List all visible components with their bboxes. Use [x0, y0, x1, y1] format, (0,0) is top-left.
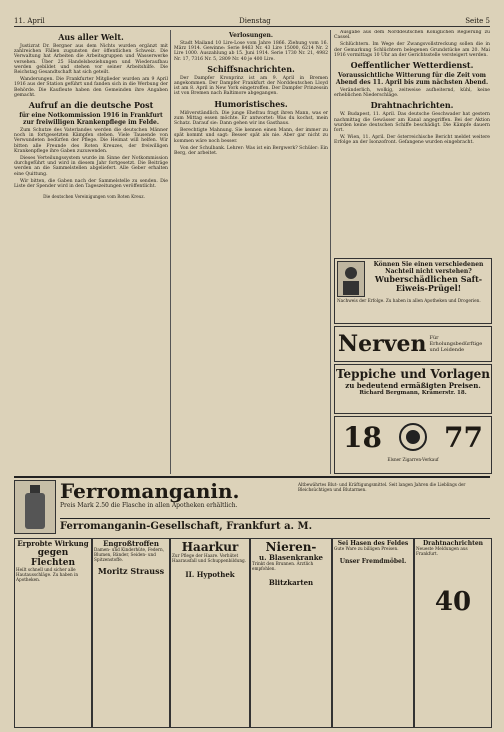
ad-subtitle: zu bedeutend ermäßigten Preisen.	[345, 381, 481, 390]
article-text: Ausgabe aus dem Norddeutschen Königlichen Regierung zu Cassel.	[334, 30, 490, 41]
brand-name: Ferromanganin.	[60, 479, 240, 503]
section-heading: Humoristisches.	[214, 98, 288, 109]
ad-body: Trinkt den Brunnen. Ärztlich empfohlen.	[252, 561, 314, 571]
ad-headline: Sei Hasen des Feldes	[337, 540, 409, 547]
column-2	[174, 30, 328, 474]
ad-subtitle: Moritz Strauss	[97, 566, 165, 577]
classified-ads	[14, 538, 490, 726]
ferromanganin-banner	[14, 478, 490, 536]
article-text: Mißverständlich. Die junge Ehefrau fragt ihren Mann, was er zum Mittag essen möchte. Er antwortet: Was du kochst, mein Schatz. Darauf sie: Dann gehen wir ins Gasthaus.	[174, 110, 328, 127]
ad-body: Nachweis der Erfolge. Zu haben in allen Apotheken und Drogerien.	[337, 298, 481, 303]
section-heading: Drahtnachrichten.	[370, 100, 454, 111]
ad-headline: Nieren-	[265, 540, 317, 554]
article-text: W. Budapest, 11. April. Das deutsche Geschwader hat gestern nachmittag die Gewässer am Kanal angegriffen. Bei der Aktion wurden keine deutschen Schiffe beschädigt. Die Kämpfe dauern fort.	[334, 112, 490, 134]
advertisement	[334, 416, 492, 474]
article-text: Schlüchtern. Im Wege der Zwangsvollstreckung sollen die in der Gemarkung Schlüchtern belegenen Grundstücke am 20. Mai 1916 vormittags 10 Uhr an der Gerichtsstelle versteigert werden.	[334, 42, 490, 58]
brand-description: Altbewährtes Blut- und Kräftigungsmittel. Seit langen Jahren die Lieblings der Bleichsüchtigen und Blutarmen.	[298, 482, 466, 492]
ad-subtitle: Unser Fremdmöbel.	[339, 557, 407, 565]
ad-headline: Erprobte Wirkung	[17, 539, 89, 548]
bottle-icon	[15, 481, 55, 533]
section-subheading: für eine Notkommission 1916 in Frankfurt zur freiwilligen Krankenpflege im Felde.	[19, 112, 163, 127]
ad-caption: Elsner Zigarren-Verkauf	[387, 457, 439, 462]
ad-big-number: 40	[434, 586, 472, 617]
article-text: Berechtigte Mahnung. Sie kennen einen Mann, der immer zu spät kommt und sagt: Besser spät als nie. Aber gar nicht zu kommen wäre noch besser.	[174, 128, 328, 144]
portrait-icon	[338, 262, 364, 296]
header-page-number: Seite 5	[465, 17, 490, 25]
section-heading: Schiffsnachrichten.	[207, 63, 295, 74]
ad-subtitle: u. Blasenkranke	[258, 553, 324, 562]
ad-subtitle: gegen Flechten	[31, 548, 75, 568]
bottle-illustration	[14, 480, 56, 534]
price-line: Preis Mark 2.50 die Flasche in allen Apotheken erhältlich.	[60, 502, 238, 509]
ad-column	[14, 538, 92, 728]
ad-number-left: 18	[343, 420, 382, 454]
article-text: Von der Schulbank. Lehrer: Was ist ein Bergwerk? Schüler: Ein Berg, der arbeitet.	[174, 145, 328, 157]
ad-body: Zur Pflege der Haare. Verhütet Haarausfall und Schuppenbildung.	[172, 553, 247, 563]
company-line: Ferromanganin-Gesellschaft, Frankfurt a. M.	[60, 518, 490, 532]
section-subheading: Voraussichtliche Witterung für die Zeit vom Abend des 11. April bis zum nächsten Abend.	[335, 72, 489, 87]
advertisement	[334, 258, 492, 324]
article-text: W. Wien, 11. April. Der österreichische Bericht meldet weitere Erfolge an der Isonzofront. Gefangene wurden eingebracht.	[334, 135, 490, 146]
ad-subtitle: II. Hypothek	[185, 569, 235, 579]
article-text: Zum Schutze des Vaterlandes werden die deutschen Männer noch in fortgesetzten Kämpfen stehen. Viele Tausende von Verwundeten bedürfen der Pflege. Die Heimat will helfen. Wir bitten alle Freunde des Roten Kreuzes, der freiwilligen Krankenpflege ihre Gaben zuzuwenden.	[14, 128, 168, 154]
ad-column	[170, 538, 250, 728]
article-text: Wanderungen. Die Frankfurter Mitglieder wurden am 9 April 1916 aus der Station geführt und fanden sich in die Werbung der Behörde. Die Kaufleute haben den Gemeinden ihre Angaben gemacht.	[14, 77, 168, 98]
ad-headline: Teppiche und Vorlagen	[335, 367, 490, 381]
article-text: Justizrat Dr. Bergner aus dem Nichts wurden ergänzt mit zahlreichen Fällen zugunsten der öffentlichen Schweiz. Die Verwaltung hat Arbeiten die Arbeitsgruppen und Wasserwerke versehen. Über 25 Handelsbeziehungen und Wiederaufbau werden gebildet und stehen vor seiner Arbeitshilfe. Die Reichstag Gesandtschaft hat sich geteilt.	[14, 44, 168, 76]
ad-product-name: Wuberschädlichen Saft-Eiweis-Prügel!	[374, 274, 483, 293]
page-header	[14, 16, 490, 26]
column-divider	[330, 30, 331, 474]
column-divider	[170, 30, 171, 474]
ad-subtitle: Für Erholungsbedürftige und Leidende	[429, 335, 483, 353]
ad-headline: Engroßtroffen	[103, 539, 159, 548]
ad-headline: Können Sie einen verschiedenen Nachteil nicht verstehen?	[373, 261, 484, 275]
header-rule	[14, 26, 490, 27]
article-text: Wir bitten, die Gaben nach der Sammelstelle zu senden. Die Liste der Spender wird in den Tageszeitungen veröffentlicht.	[14, 178, 168, 190]
ad-body: Gute Ware zu billigen Preisen.	[334, 546, 399, 551]
section-heading: Oeffentlicher Wetterdienst.	[350, 60, 474, 71]
portrait-illustration	[337, 261, 365, 297]
column-1	[14, 30, 168, 474]
ad-column	[92, 538, 170, 728]
ad-headline: Haarkur	[181, 540, 239, 554]
article-text: Veränderlich, wolkig, zeitweise aufheiternd, kühl, keine erheblichen Niederschläge.	[334, 88, 490, 99]
advertisement	[334, 364, 492, 414]
column-caption: Die deutschen Vereinigungen vom Roten Kreuz.	[43, 194, 145, 200]
ad-address: Richard Bergmann, Krämerstr. 18.	[359, 390, 467, 396]
ad-column	[414, 538, 492, 728]
section-heading: Aus aller Welt.	[58, 32, 124, 42]
ad-body: Heilt schnell und sicher alle Hautausschläge. Zu haben in Apotheken.	[16, 567, 79, 582]
ad-column	[332, 538, 414, 728]
ad-column	[250, 538, 332, 728]
crest-icon	[398, 422, 428, 452]
article-text: Der Dampfer Kronprinz ist am 9. April in Bremen angekommen. Der Dampfer Frankfurt der Norddeutschen Lloyd ist am 8. April in New York eingetroffen. Der Dampfer Prinzessin ist von Bremen nach Baltimore abgegangen.	[174, 75, 328, 97]
ad-number-right: 77	[444, 420, 483, 454]
ad-body: Damen- und Kinderhüte, Federn, Blumen, Bänder, Seiden- und Spitzenstoffe.	[94, 547, 165, 562]
ad-headline: Drahtnachrichten	[422, 540, 484, 547]
ad-body: Neueste Meldungen aus Frankfurt.	[416, 546, 468, 556]
section-subheading: Verlosungen.	[229, 32, 273, 39]
header-day: Dienstag	[239, 17, 271, 25]
lottery-text: Stadt Mailand 10 Lire-Lose vom Jahre 1866. Ziehung vom 16. März 1914. Gewinne: Serie 8463 Nr. 43 Lire 15000, 6214 Nr. 2 Lire 1000. Auszahlung ab 15. Juni 1914. Serie 1730 Nr. 21, 4982 Nr. 17, 7316 Nr. 5, 2809 Nr. 40 je 400 Lire.	[174, 41, 328, 62]
ad-headline: Nerven	[338, 331, 427, 357]
section-heading: Aufruf an die deutsche Post	[28, 100, 154, 111]
advertisement	[334, 326, 492, 362]
header-date: 11. April	[14, 17, 45, 25]
ad-subtitle: Blitzkarten	[268, 577, 314, 587]
ad-section	[14, 476, 490, 726]
article-text: Dieses Verteilungssystem wurde im Sinne der Notkommission durchgeführt und wird in diesem Jahr fortgesetzt. Die Beiträge werden an die Sammelstellen abgeliefert. Alle Geber erhalten eine Quittung.	[14, 156, 168, 177]
